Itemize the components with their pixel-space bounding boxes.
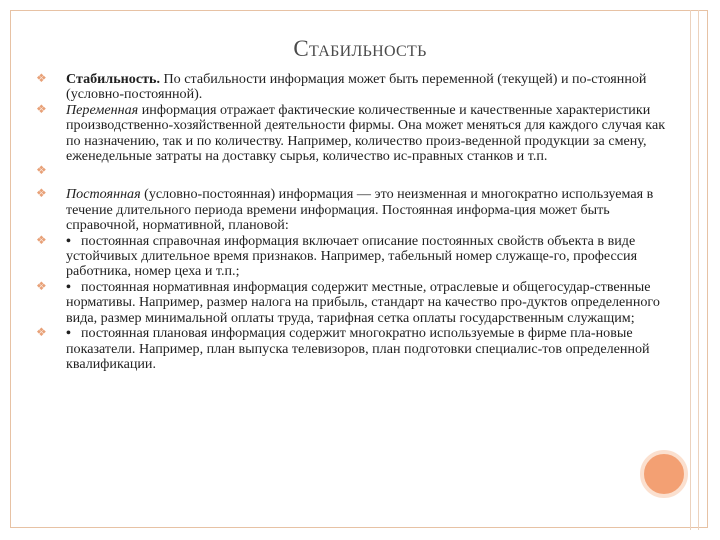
paragraph-reference bbox=[36, 234, 672, 280]
bullet-icon: ❖ bbox=[36, 325, 47, 340]
paragraph-body: постоянная нормативная информация содержит местные, отраслевые и общегосудар-ственные нормативы. Например, размер налога на прибыль, стандарт на качество про-дуктов определенного вида, размер минимальной оплаты труда, тарифная сетка оплаты государственным служащим; bbox=[66, 278, 660, 326]
slide-title: Стабильность bbox=[293, 36, 427, 61]
paragraph-body: По стабильности информация может быть переменной (текущей) и по-стоянной (условно-постоянной). bbox=[66, 71, 647, 103]
list-dot: • bbox=[66, 325, 71, 342]
right-edge-line-outer bbox=[698, 10, 699, 530]
list-dot: • bbox=[66, 278, 71, 295]
paragraph-body: постоянная плановая информация содержит многократно используемые в фирме пла-новые показатели. Например, план выпуска телевизоров, план подготовки специалис-тов определенной квалификации. bbox=[66, 325, 650, 372]
paragraph-normative bbox=[36, 280, 672, 326]
paragraph-constant bbox=[36, 187, 672, 233]
paragraph-text bbox=[66, 326, 672, 372]
paragraph-body: информация отражает фактические количественные и качественные характеристики производственно-хозяйственной деятельности фирмы. Она может меняться для каждого случая как по назначению, так и по количеству. Например, количество произ-веденной продукции за смену, еженедельные затраты на доставку сырья, количество ис-правных станков и т.п. bbox=[66, 101, 666, 165]
paragraph-planned bbox=[36, 326, 672, 372]
right-edge-line bbox=[690, 10, 691, 530]
paragraph-text bbox=[66, 103, 672, 165]
bullet-icon: ❖ bbox=[36, 186, 47, 201]
paragraph-stability bbox=[36, 72, 672, 103]
bullet-icon: ❖ bbox=[36, 101, 47, 116]
slide-content bbox=[36, 72, 672, 372]
paragraph-lead: Стабильность. bbox=[66, 71, 160, 87]
paragraph-text bbox=[66, 234, 672, 280]
circle-decoration bbox=[640, 450, 688, 498]
paragraph-variable bbox=[36, 103, 672, 165]
paragraph-text bbox=[66, 72, 672, 103]
paragraph-lead: Переменная bbox=[66, 101, 139, 118]
paragraph-text bbox=[66, 280, 672, 326]
bullet-icon: ❖ bbox=[36, 163, 47, 178]
bullet-icon: ❖ bbox=[36, 232, 47, 247]
paragraph-lead: Постоянная bbox=[66, 186, 141, 203]
paragraph-empty bbox=[36, 164, 672, 179]
list-dot: • bbox=[66, 232, 71, 249]
bullet-icon: ❖ bbox=[36, 278, 47, 293]
paragraph-body: (условно-постоянная) информация — это неизменная и многократно используемая в течение длительного периода времени информация. Постоянная информа-ция может быть справочной, нормативной, плановой: bbox=[66, 186, 654, 234]
paragraph-body: постоянная справочная информация включает описание постоянных свойств объекта в виде устойчивых длительное время признаков. Например, табельный номер служаще-го, профессия работника, номер цеха и т.п.; bbox=[66, 232, 638, 280]
bullet-icon: ❖ bbox=[36, 71, 47, 85]
paragraph-text bbox=[66, 187, 672, 233]
